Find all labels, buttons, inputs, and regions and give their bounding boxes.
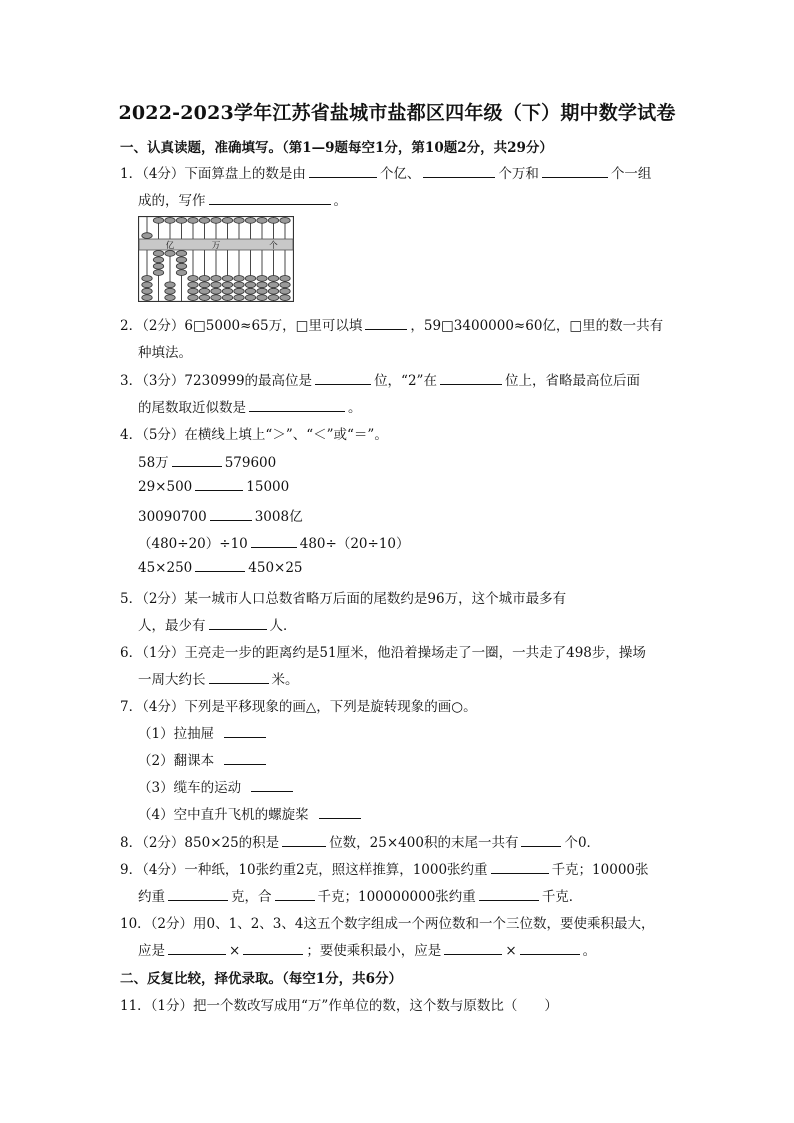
question-2-line-2: 种填法。 [138,345,192,361]
abacus-upper-bead [199,218,209,224]
abacus-upper-bead [188,218,198,224]
answer-blank[interactable] [195,559,245,572]
abacus-lower-bead [234,288,244,294]
abacus-lower-bead [188,276,198,282]
answer-blank[interactable] [224,752,266,765]
abacus-lower-bead [268,276,278,282]
answer-blank[interactable] [315,372,371,385]
question-7-item: （2）翻课本 [138,749,269,769]
abacus-lower-bead [199,276,209,282]
abacus-lower-bead [153,270,163,276]
abacus-lower-bead [142,276,152,282]
abacus-lower-bead [222,288,232,294]
answer-blank[interactable] [224,725,266,738]
answer-blank[interactable] [195,478,243,491]
abacus-upper-bead [165,218,175,224]
answer-blank[interactable] [520,942,580,955]
question-7-item: （3）缆车的运动 [138,776,296,796]
question-4-row: 58万 579600 [138,455,277,471]
answer-blank[interactable] [282,834,326,847]
abacus-lower-bead [142,282,152,288]
abacus-lower-bead [245,295,255,301]
abacus-lower-bead [222,276,232,282]
question-5-line-1: 5．（2分）某一城市人口总数省略万后面的尾数约是96万，这个城市最多有 [120,591,567,607]
abacus-lower-bead [199,295,209,301]
question-4-heading: 4．（5分）在横线上填上“＞”、“＜”或“＝”。 [120,427,388,443]
abacus-lower-bead [257,288,267,294]
answer-blank[interactable] [210,508,252,521]
abacus-lower-bead [153,251,163,257]
answer-blank[interactable] [542,165,608,178]
abacus-label: 个 [269,240,278,251]
abacus-lower-bead [176,257,186,263]
abacus-lower-bead [199,282,209,288]
abacus-upper-bead [234,218,244,224]
abacus-lower-bead [176,270,186,276]
answer-blank[interactable] [168,942,226,955]
abacus-upper-bead [222,218,232,224]
abacus-lower-bead [199,288,209,294]
question-4-row: 30090700 3008亿 [138,509,303,525]
abacus-lower-bead [222,282,232,288]
answer-blank[interactable] [243,942,303,955]
answer-blank[interactable] [172,454,222,467]
question-9-line-2: 约重 克，合 千克；100000000张约重 千克． [138,889,583,905]
abacus-lower-bead [211,276,221,282]
question-4-row: 45×250 450×25 [138,560,303,576]
question-8: 8．（2分）850×25的积是 位数，25×400积的末尾一共有 个0． [120,835,601,851]
abacus-lower-bead [165,282,175,288]
answer-blank[interactable] [275,888,315,901]
answer-blank[interactable] [479,888,539,901]
answer-blank[interactable] [365,317,407,330]
abacus-label: 万 [211,240,221,251]
answer-blank[interactable] [423,165,495,178]
answer-blank[interactable] [209,617,267,630]
abacus-upper-bead [211,218,221,224]
answer-blank[interactable] [168,888,228,901]
abacus-lower-bead [268,295,278,301]
question-11: 11．（1分）把一个数改写成用“万”作单位的数，这个数与原数比（ ） [120,998,558,1014]
abacus-lower-bead [211,295,221,301]
abacus-upper-bead [153,218,163,224]
abacus-lower-bead [268,282,278,288]
section-2-heading: 二、反复比较，择优录取。（每空1分，共6分） [120,971,403,987]
question-1-line-2: 成的，写作 。 [138,193,347,209]
abacus-lower-bead [153,257,163,263]
question-10-line-1: 10．（2分）用0、1、2、3、4这五个数字组成一个两位数和一个三位数，要使乘积最大， [120,916,655,932]
answer-blank[interactable] [209,671,269,684]
abacus-upper-bead [245,218,255,224]
abacus-lower-bead [165,288,175,294]
section-1-heading: 一、认真读题，准确填写。（第1—9题每空1分，第10题2分，共29分） [120,140,553,156]
question-3-line-2: 的尾数取近似数是 。 [138,400,362,416]
abacus-lower-bead [280,282,290,288]
question-10-line-2: 应是 × ；要使乘积最小，应是 × 。 [138,943,597,959]
abacus-lower-bead [222,295,232,301]
abacus-lower-bead [245,288,255,294]
question-4-row: 29×500 15000 [138,479,290,495]
question-7-item: （1）拉抽屉 [138,722,269,742]
answer-blank[interactable] [444,942,502,955]
page-title: 2022-2023学年江苏省盐城市盐都区四年级（下）期中数学试卷 [118,102,676,124]
question-6-line-1: 6．（1分）王亮走一步的距离约是51厘米，他沿着操场走了一圈，一共走了498步，操场 [120,645,646,661]
abacus-lower-bead [268,288,278,294]
abacus-lower-bead [153,263,163,269]
abacus-upper-bead [142,233,152,239]
abacus-lower-bead [188,295,198,301]
answer-blank[interactable] [249,399,345,412]
abacus-lower-bead [176,263,186,269]
abacus-lower-bead [257,282,267,288]
question-2-line-1: 2．（2分）6□5000≈65万，□里可以填 ，59□3400000≈60亿，□里的数一共有 [120,318,664,334]
abacus-lower-bead [142,295,152,301]
abacus-lower-bead [211,282,221,288]
answer-blank[interactable] [491,861,549,874]
answer-blank[interactable] [309,165,377,178]
abacus-lower-bead [280,295,290,301]
question-7-heading: 7．（4分）下列是平移现象的画△，下列是旋转现象的画○。 [120,699,477,715]
abacus-lower-bead [257,276,267,282]
question-5-line-2: 人，最少有 人． [138,618,297,634]
abacus-figure [138,216,294,302]
abacus-lower-bead [176,251,186,257]
abacus-label: 亿 [165,240,175,251]
abacus-upper-bead [268,218,278,224]
abacus-lower-bead [188,288,198,294]
abacus-lower-bead [280,288,290,294]
answer-blank[interactable] [319,806,361,819]
question-1-line-1: 1．（4分）下面算盘上的数是由 个亿、 个万和 个一组 [120,166,652,182]
abacus-lower-bead [165,251,175,257]
question-7-item: （4）空中直升飞机的螺旋桨 [138,803,364,823]
question-3-line-1: 3．（3分）7230999的最高位是 位，“2”在 位上，省略最高位后面 [120,373,640,389]
abacus-lower-bead [234,282,244,288]
abacus-lower-bead [234,276,244,282]
answer-blank[interactable] [209,192,331,205]
question-6-line-2: 一周大约长 米。 [138,672,299,688]
answer-blank[interactable] [251,535,297,548]
abacus-upper-bead [280,218,290,224]
question-9-line-1: 9．（4分）一种纸，10张约重2克，照这样推算，1000张约重 千克；10000张 [120,862,649,878]
abacus-lower-bead [165,295,175,301]
abacus-lower-bead [245,282,255,288]
abacus-lower-bead [234,295,244,301]
answer-blank[interactable] [521,834,561,847]
abacus-lower-bead [188,282,198,288]
abacus-lower-bead [142,288,152,294]
abacus-lower-bead [211,288,221,294]
question-4-row: （480÷20）÷10 480÷（20÷10） [138,536,410,552]
abacus-lower-bead [280,276,290,282]
abacus-lower-bead [257,295,267,301]
abacus-upper-bead [257,218,267,224]
abacus-lower-bead [245,276,255,282]
answer-blank[interactable] [251,779,293,792]
abacus-upper-bead [176,218,186,224]
answer-blank[interactable] [440,372,502,385]
